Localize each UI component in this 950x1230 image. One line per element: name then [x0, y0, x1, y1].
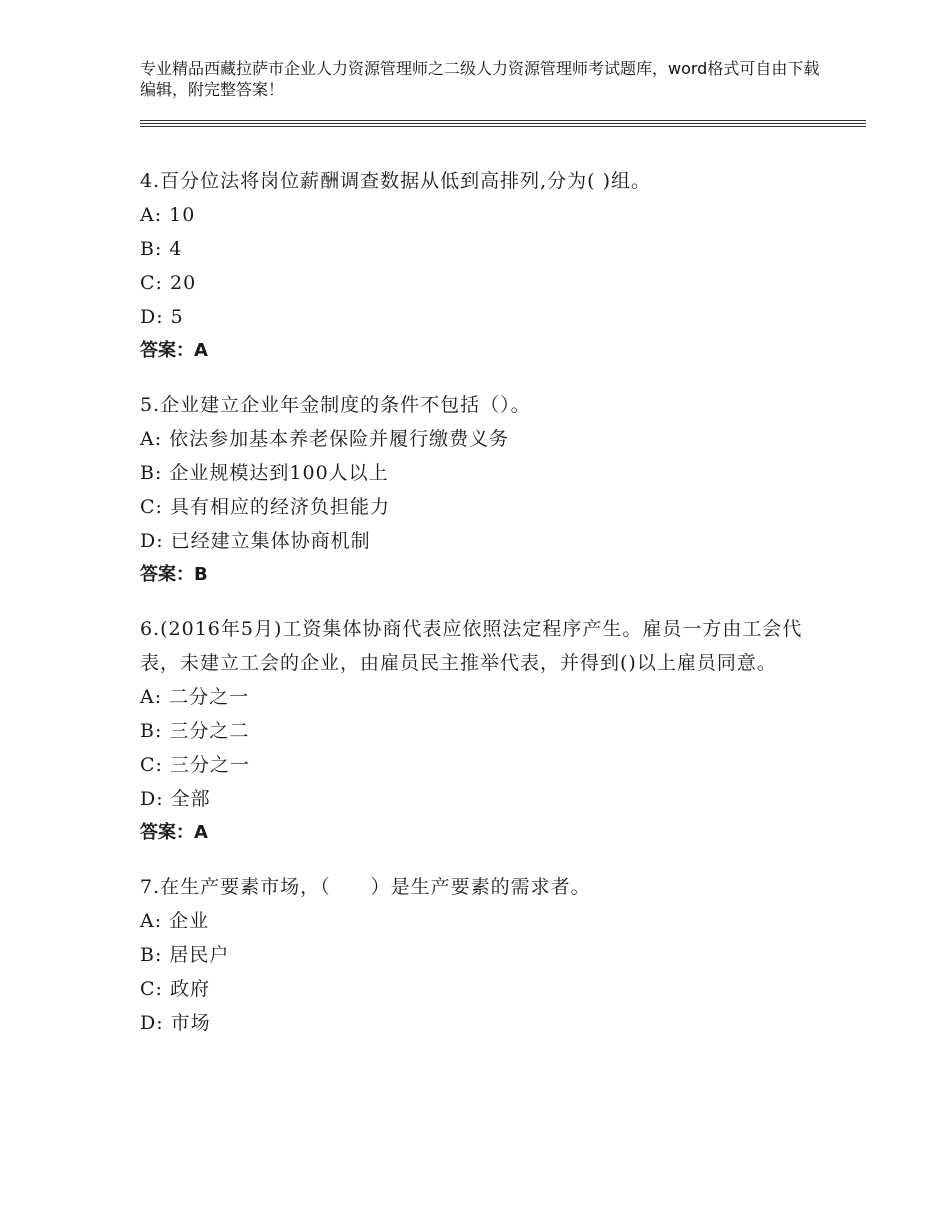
- option-b: B: 三分之二: [140, 720, 250, 742]
- answer-text: 答案：B: [140, 564, 208, 585]
- option-a: A: 依法参加基本养老保险并履行缴费义务: [140, 428, 510, 450]
- option-d: D: 市场: [140, 1012, 211, 1034]
- option-c: C: 具有相应的经济负担能力: [140, 496, 390, 518]
- option-d: D: 已经建立集体协商机制: [140, 530, 371, 552]
- option-a: A: 10: [140, 204, 196, 226]
- question-text: 7.在生产要素市场，（ ）是生产要素的需求者。: [140, 876, 591, 898]
- answer-text: 答案：A: [140, 822, 208, 843]
- option-d: D: 全部: [140, 788, 211, 810]
- question-item: [140, 388, 820, 592]
- option-b: B: 企业规模达到100人以上: [140, 462, 389, 484]
- option-c: C: 政府: [140, 978, 210, 1000]
- header-divider: [140, 120, 866, 121]
- option-a: A: 二分之一: [140, 686, 250, 708]
- question-item: [140, 164, 820, 368]
- option-b: B: 居民户: [140, 944, 230, 966]
- header-divider: [140, 123, 866, 124]
- option-d: D: 5: [140, 306, 184, 328]
- question-item: [140, 612, 820, 850]
- page-header: 专业精品西藏拉萨市企业人力资源管理师之二级人力资源管理师考试题库，word格式可自由下载编辑，附完整答案！: [140, 59, 820, 99]
- option-c: C: 20: [140, 272, 197, 294]
- question-item: [140, 870, 820, 1040]
- option-b: B: 4: [140, 238, 183, 260]
- question-text: 6.(2016年5月)工资集体协商代表应依照法定程序产生。雇员一方由工会代表，未建立工会的企业，由雇员民主推举代表，并得到()以上雇员同意。: [140, 618, 803, 674]
- question-text: 4.百分位法将岗位薪酬调查数据从低到高排列,分为( )组。: [140, 170, 652, 192]
- question-list: [140, 164, 820, 1060]
- answer-text: 答案：A: [140, 340, 208, 361]
- option-a: A: 企业: [140, 910, 210, 932]
- header-divider: [140, 126, 866, 127]
- question-text: 5.企业建立企业年金制度的条件不包括（）。: [140, 394, 531, 416]
- option-c: C: 三分之一: [140, 754, 250, 776]
